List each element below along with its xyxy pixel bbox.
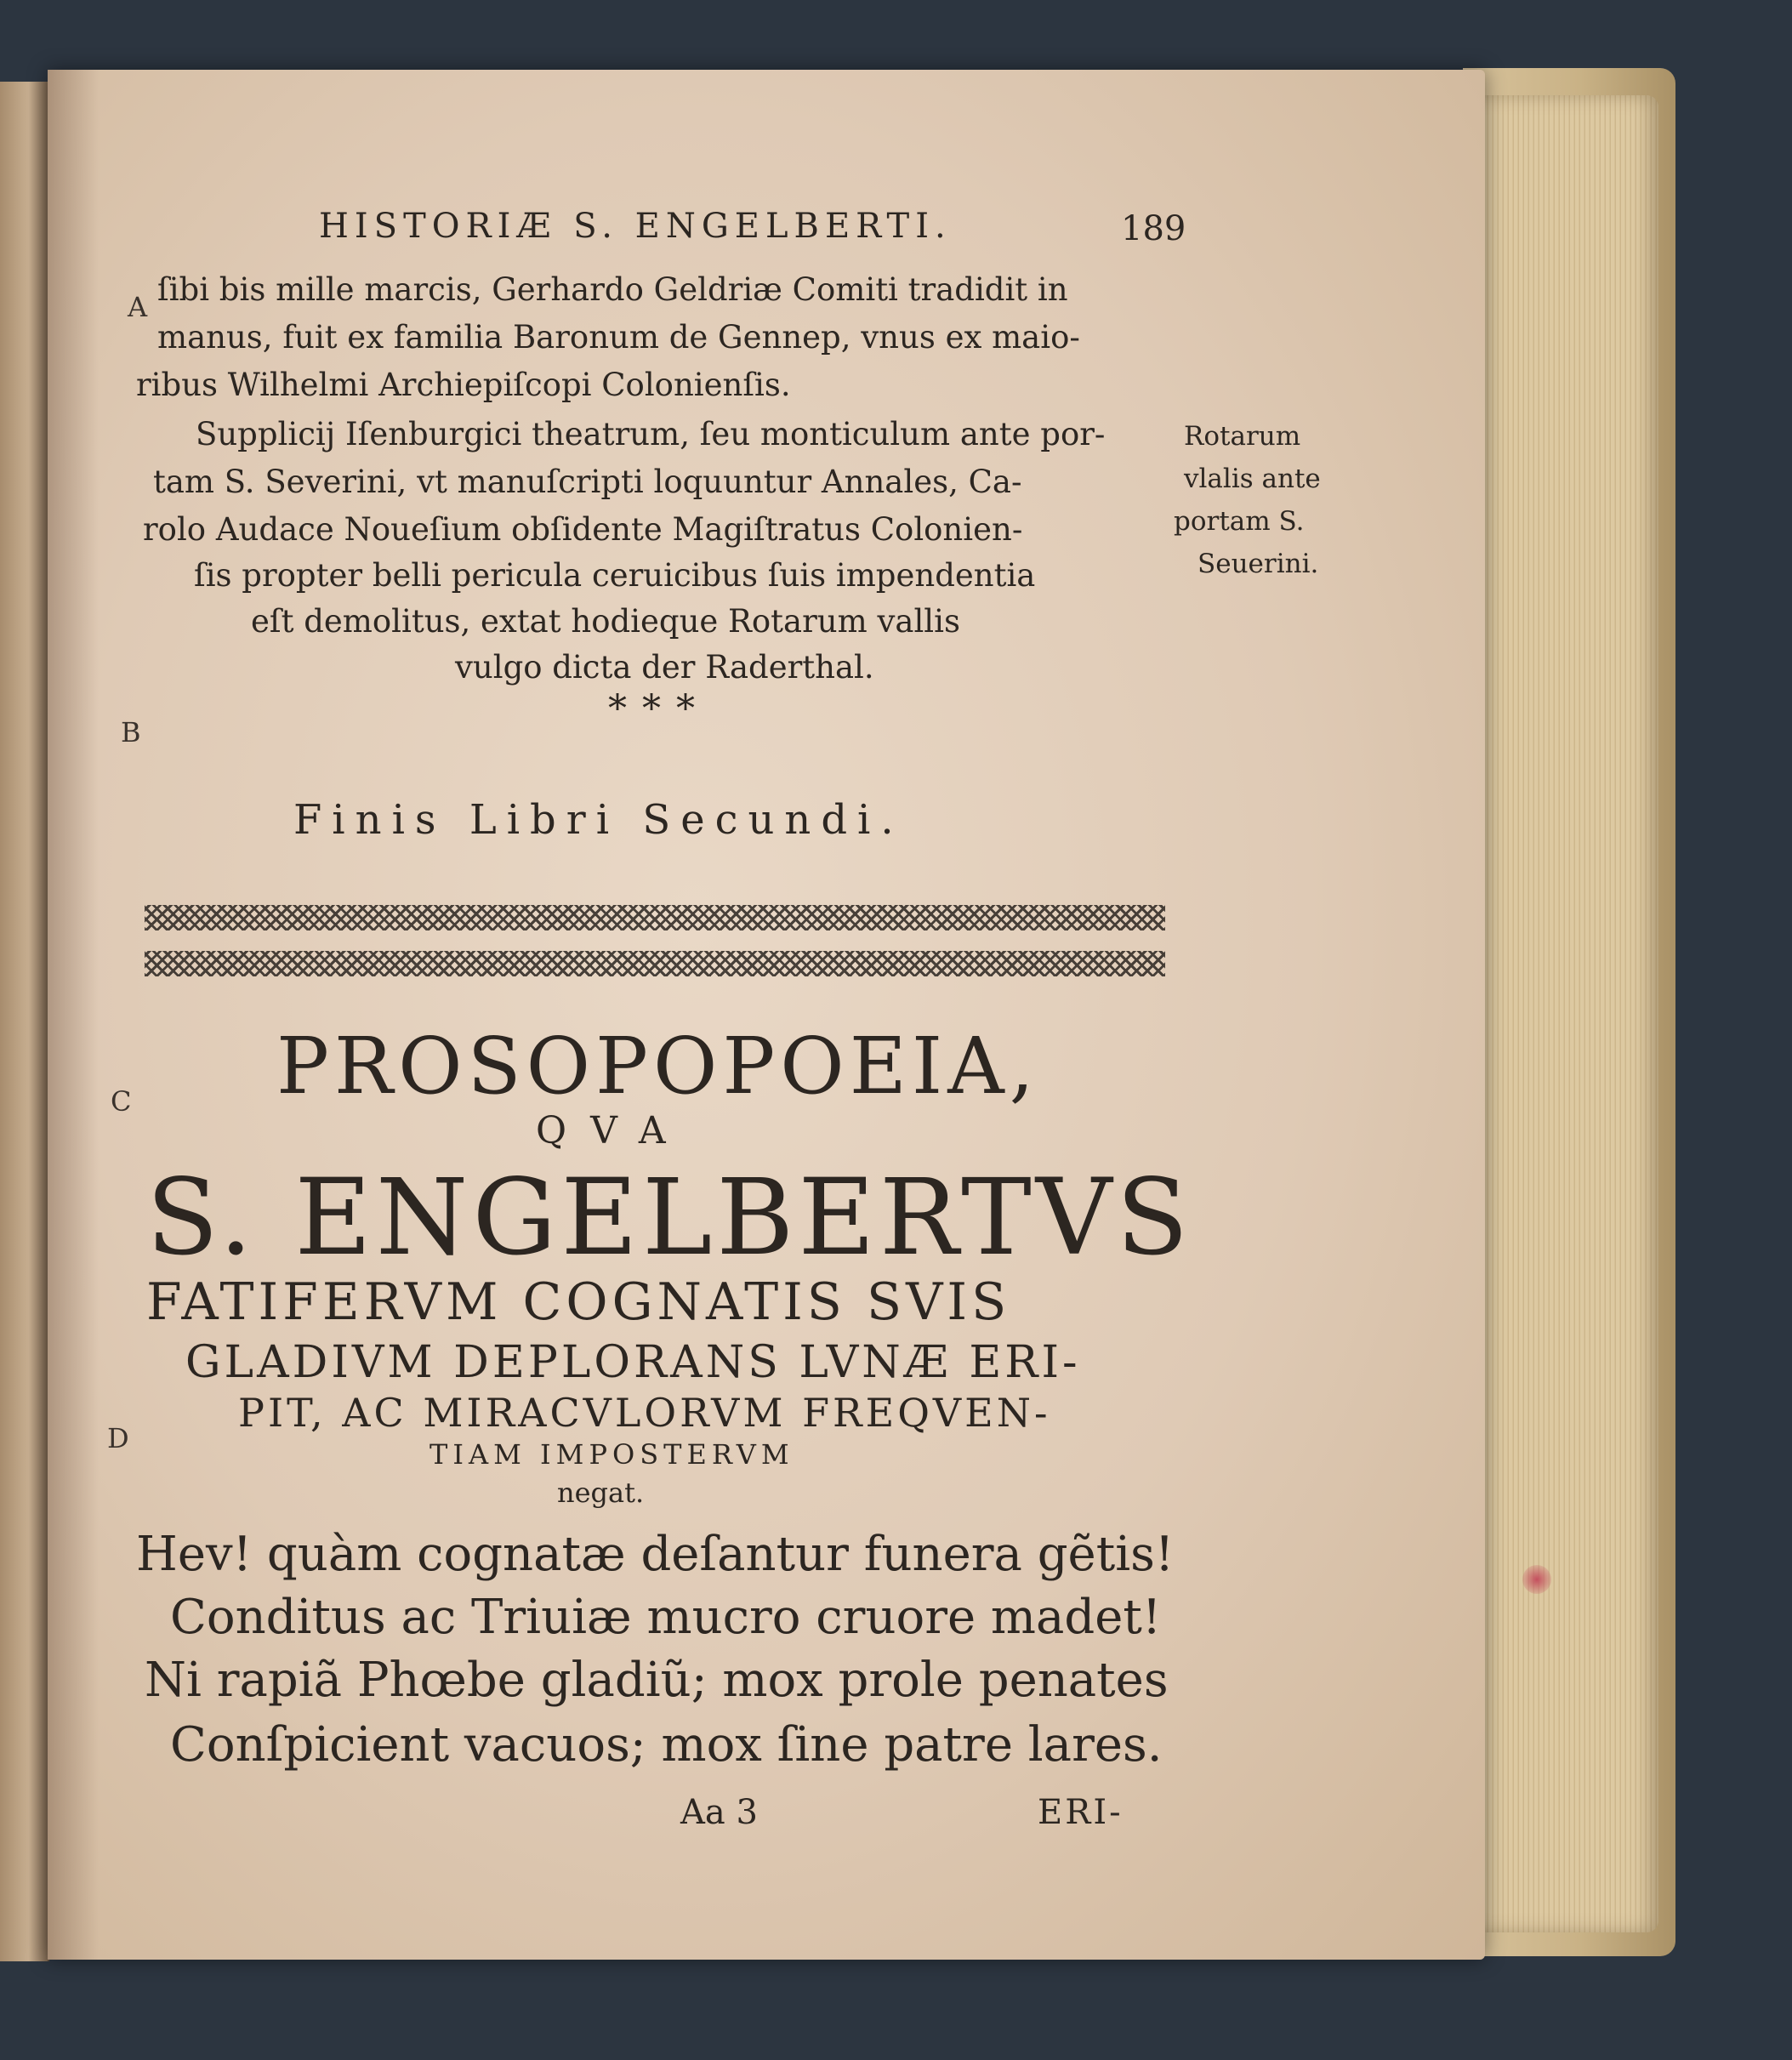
body-line: eſt demolitus, extat hodieque Rotarum vallis — [251, 603, 960, 640]
subtitle-line: FATIFERVM COGNATIS SVIS — [146, 1272, 1011, 1332]
section-letter-a: A — [128, 291, 148, 323]
finis-heading: Finis Libri Secundi. — [293, 796, 904, 844]
body-line: vulgo dicta der Raderthal. — [455, 649, 874, 686]
asterism: * * * — [608, 687, 697, 731]
body-line: manus, fuit ex familia Baronum de Gennep, vnus ex maio- — [157, 319, 1080, 356]
title-qua: QVA — [536, 1109, 690, 1152]
page-gutter-shadow — [48, 70, 99, 1960]
marginal-note-line: Rotarum — [1184, 421, 1301, 452]
marginal-note-line: vlalis ante — [1184, 464, 1321, 494]
body-line: ſibi bis mille marcis, Gerhardo Geldriæ Comiti tradidit in — [157, 271, 1068, 308]
body-line: ribus Wilhelmi Archiepiſcopi Colonienſis. — [136, 367, 791, 403]
poem-line: Hev! quàm cognatæ deſantur funera gẽtis! — [136, 1527, 1175, 1582]
title-main: PROSOPOPOEIA, — [276, 1021, 1039, 1112]
section-letter-c: C — [111, 1085, 132, 1118]
red-stain — [1522, 1565, 1551, 1594]
poem-line: Conditus ac Triuiæ mucro cruore madet! — [170, 1590, 1162, 1645]
body-line: ſis propter belli pericula ceruicibus ſuis impendentia — [194, 557, 1036, 594]
section-letter-b: B — [121, 716, 141, 748]
subtitle-line: PIT, AC MIRACVLORVM FREQVEN- — [238, 1390, 1051, 1436]
subtitle-line: TIAM IMPOSTERVM — [430, 1438, 794, 1471]
page-number: 189 — [1121, 209, 1186, 248]
marginal-note-line: portam S. — [1174, 506, 1305, 537]
body-line: tam S. Severini, vt manuſcripti loquuntur Annales, Ca- — [153, 464, 1022, 500]
poem-line: Conſpicient vacuos; mox ſine patre lares. — [170, 1717, 1163, 1773]
printers-ornament-band — [145, 951, 1165, 976]
left-page-edge — [0, 82, 49, 1961]
subtitle-negat: negat. — [557, 1477, 645, 1509]
section-letter-d: D — [107, 1422, 129, 1454]
catchword: ERI- — [1038, 1793, 1124, 1832]
printers-ornament-band — [145, 905, 1165, 930]
body-line: rolo Audace Noueſium obſidente Magiſtratus Colonien- — [143, 511, 1023, 548]
title-name: S. ENGELBERTVS — [146, 1157, 1193, 1279]
poem-line: Ni rapiã Phœbe gladiũ; mox prole penates — [145, 1653, 1169, 1708]
marginal-note-line: Seuerini. — [1198, 549, 1319, 579]
body-line: Supplicij Iſenburgici theatrum, ſeu monticulum ante por- — [196, 416, 1106, 452]
running-head: HISTORIÆ S. ENGELBERTI. — [319, 207, 952, 246]
subtitle-line: GLADIVM DEPLORANS LVNÆ ERI- — [185, 1337, 1081, 1388]
signature-mark: Aa 3 — [680, 1793, 758, 1832]
